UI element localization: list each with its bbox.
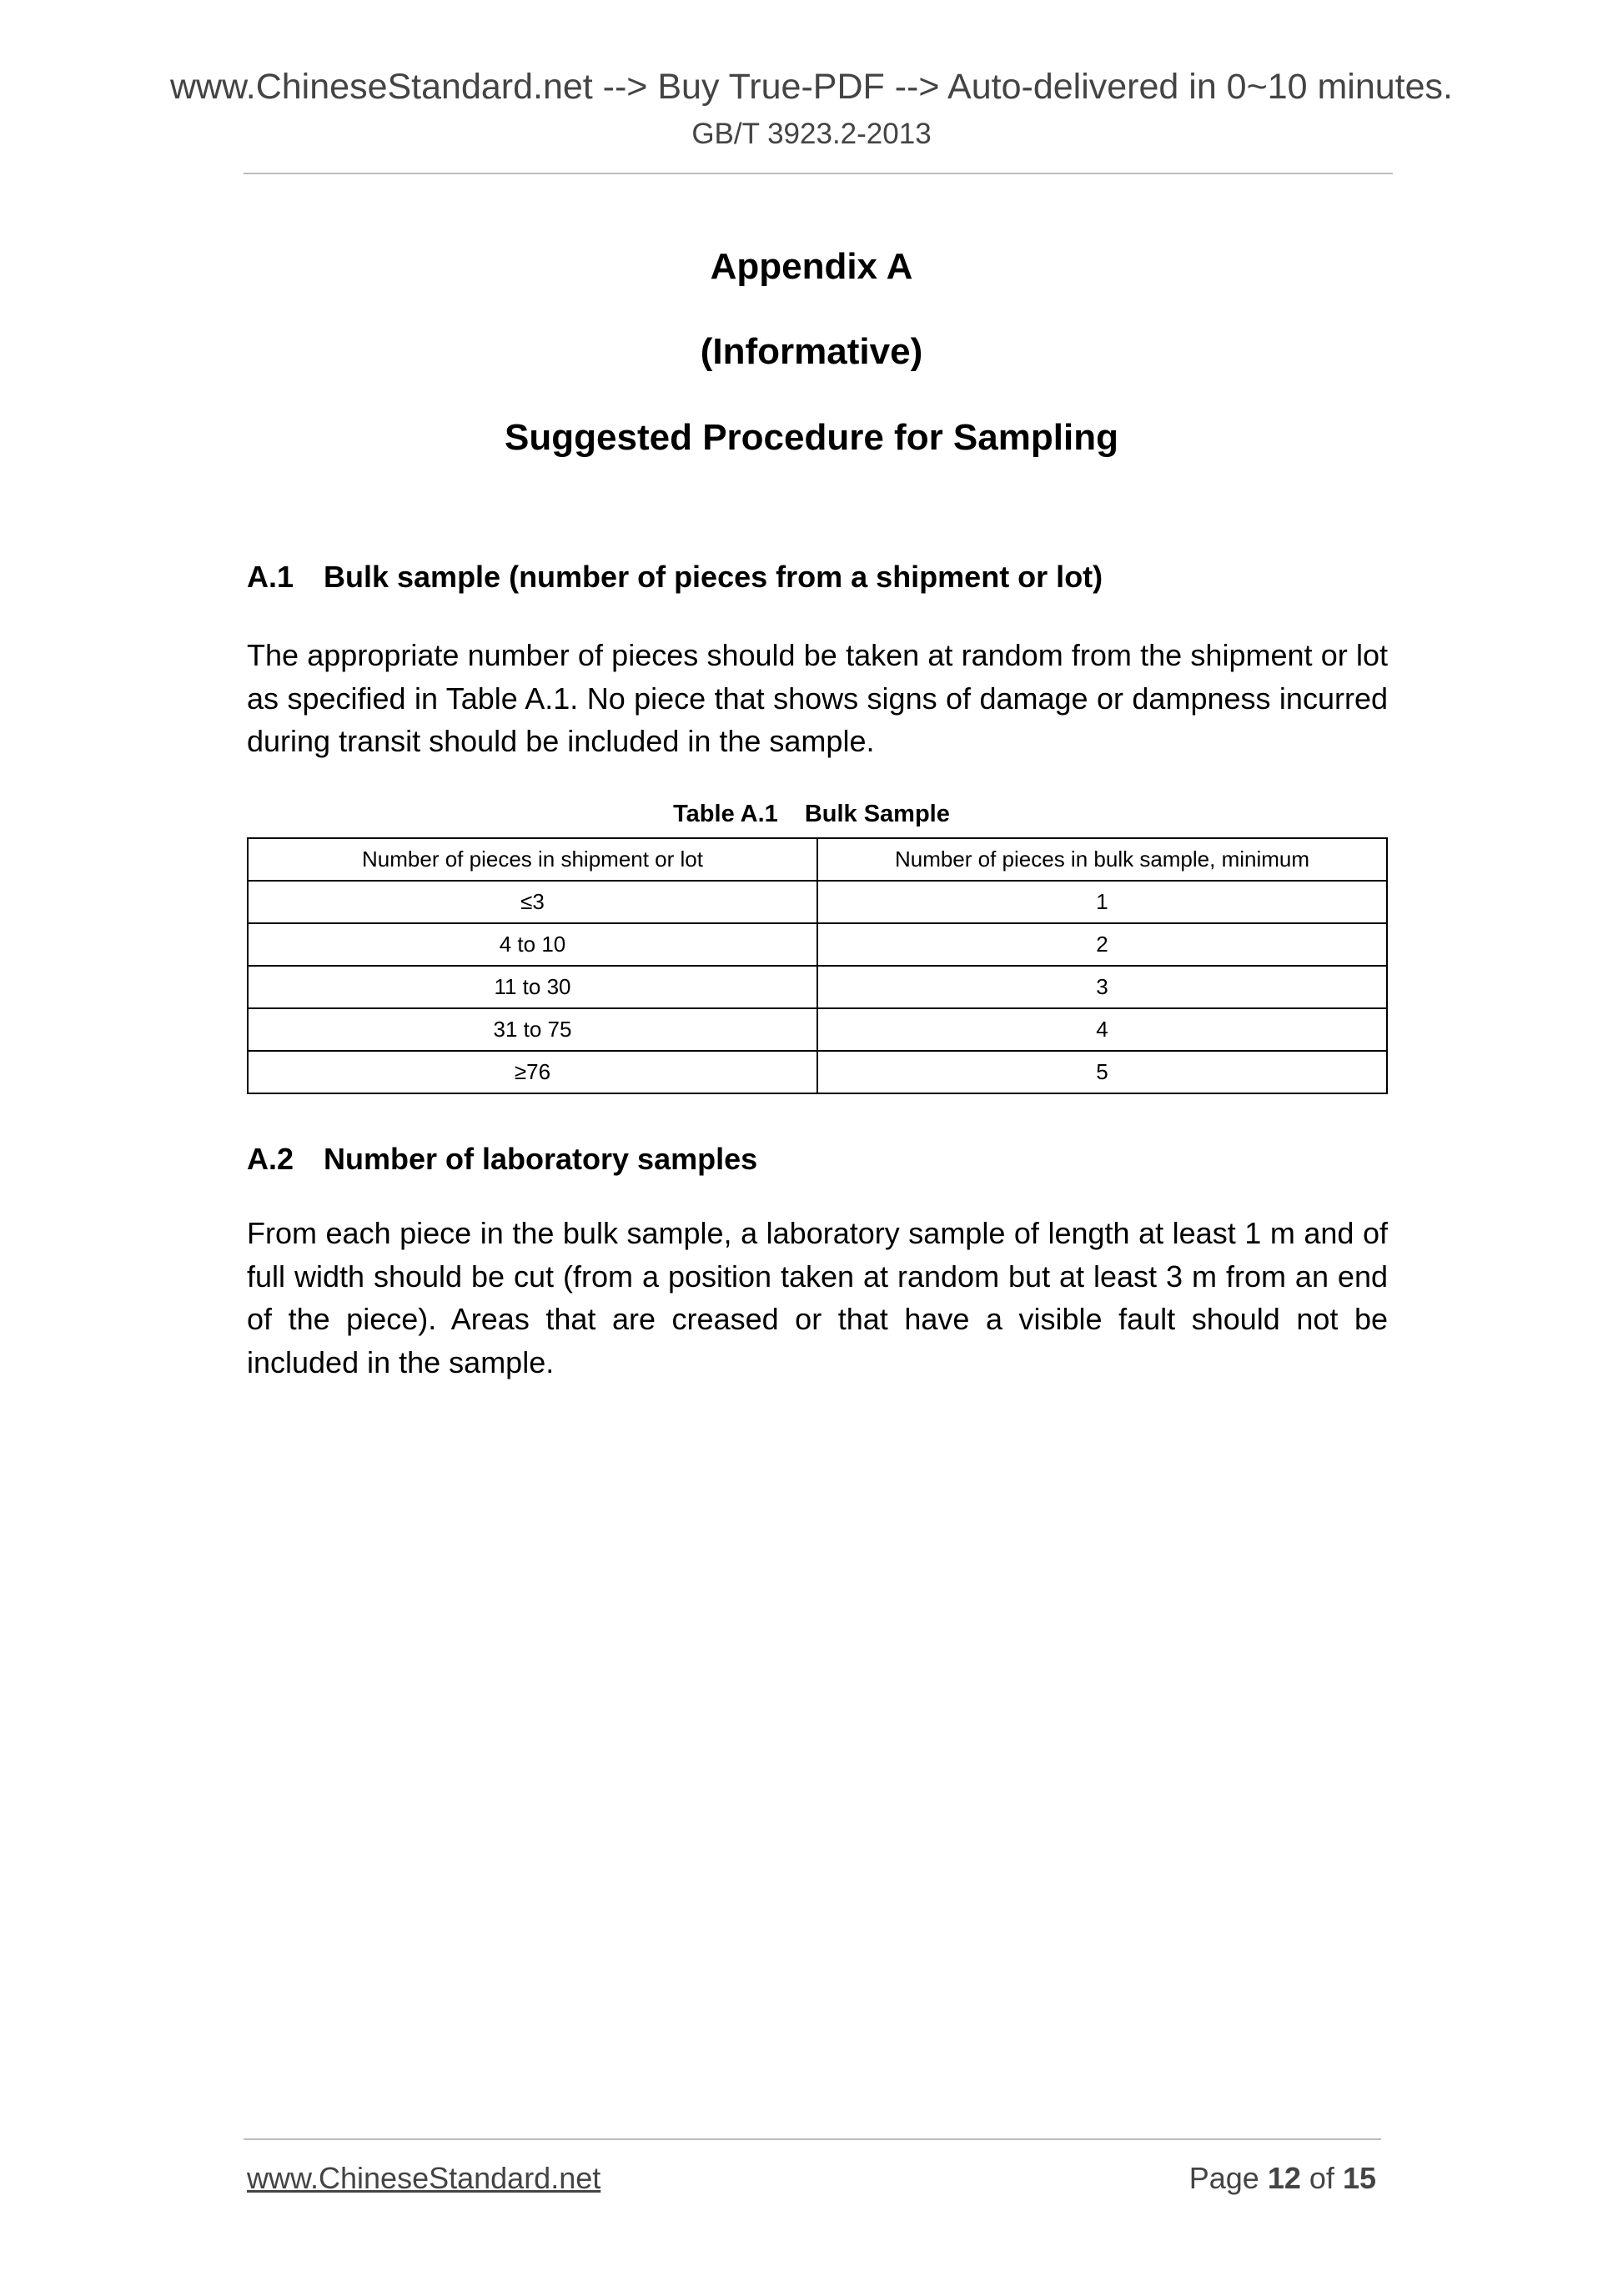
section-a2-number: A.2 [247,1142,294,1176]
table-row [248,966,1387,1008]
section-a1-title: Bulk sample (number of pieces from a shipment or lot) [324,560,1103,594]
table-header-row [248,838,1387,881]
table-header-cell: Number of pieces in bulk sample, minimum [817,838,1387,881]
table-cell: 3 [817,966,1387,1008]
table-cell: 2 [817,923,1387,966]
table-cell: 31 to 75 [248,1008,817,1051]
table-row [248,923,1387,966]
bulk-sample-table [247,837,1388,1094]
table-header-cell: Number of pieces in shipment or lot [248,838,817,881]
table-cell: 4 [817,1008,1387,1051]
appendix-name: Suggested Procedure for Sampling [505,417,1118,458]
footer-website-link[interactable]: www.ChineseStandard.net [247,2161,601,2195]
appendix-status: (Informative) [700,331,923,372]
section-a2-body: From each piece in the bulk sample, a laboratory sample of length at least 1 m and of full width should be cut (from a position taken at random but at least 3 m from an end of the piece). Areas that are creased or that have a visible fault should not be included in the sample. [247,1216,1388,1379]
table-caption-title: Bulk Sample [804,801,950,827]
table-row [248,1051,1387,1093]
table-cell: 5 [817,1051,1387,1093]
standard-number: GB/T 3923.2-2013 [691,118,932,150]
footer-divider [244,2138,1381,2140]
page-total: 15 [1342,2161,1376,2195]
table-cell: 4 to 10 [248,923,817,966]
section-a2-heading [247,1141,757,1178]
page-current: 12 [1267,2161,1301,2195]
header-banner: www.ChineseStandard.net --> Buy True-PDF --> Auto-delivered in 0~10 minutes. [169,67,1453,107]
section-a1-heading [247,559,1103,595]
table-cell: 1 [817,881,1387,923]
table-cell: ≥76 [248,1051,817,1093]
page-indicator [1189,2160,1376,2197]
header-divider [244,173,1393,174]
section-a2-title: Number of laboratory samples [324,1142,758,1176]
appendix-title: Appendix A [710,246,913,287]
table-row [248,881,1387,923]
table-row [248,1008,1387,1051]
table-cell: ≤3 [248,881,817,923]
page-of: of [1309,2161,1334,2195]
table-caption-number: Table A.1 [673,801,778,827]
table-cell: 11 to 30 [248,966,817,1008]
page-prefix: Page [1188,2161,1259,2195]
section-a1-body: The appropriate number of pieces should be taken at random from the shipment or lot as specified in Table A.1. No piece that shows signs of damage or dampness incurred during transit should be included in the sample. [247,638,1388,758]
table-caption [0,799,1623,829]
section-a1-number: A.1 [247,560,294,594]
